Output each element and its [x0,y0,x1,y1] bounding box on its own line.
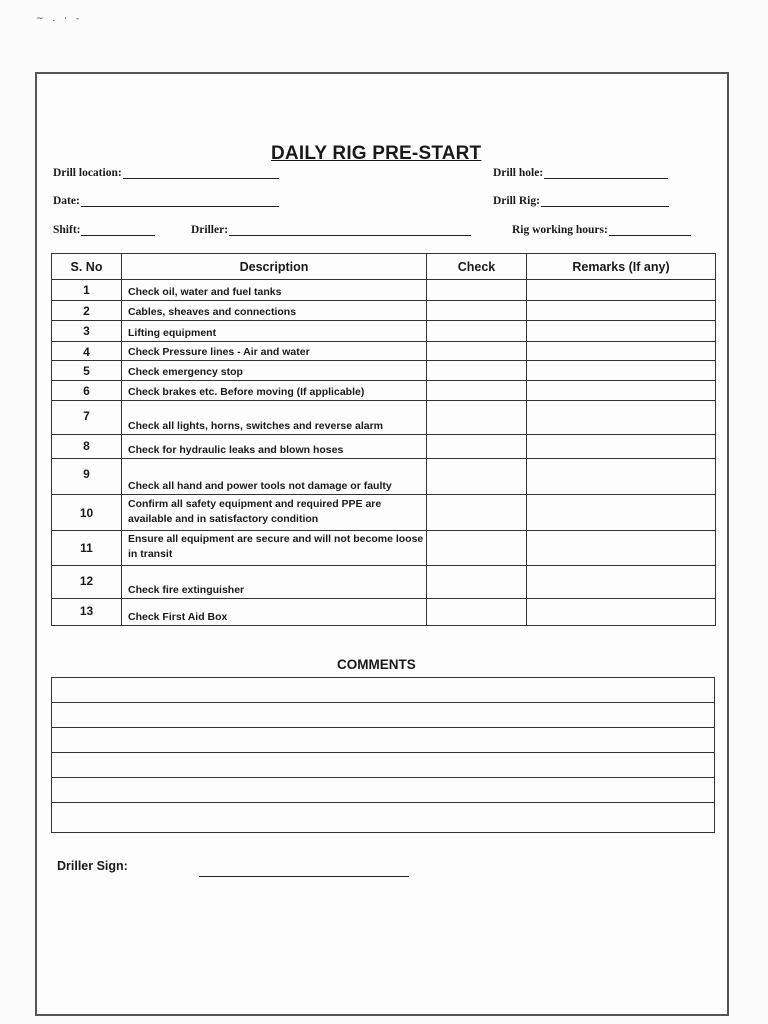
row-sno: 9 [52,459,122,495]
form-title: DAILY RIG PRE-START [271,143,482,164]
table-row [52,566,716,599]
row-remarks-cell[interactable] [527,435,716,459]
comment-line[interactable] [52,678,714,703]
row-sno: 7 [52,401,122,435]
table-row [52,495,716,531]
date-label: Date: [53,195,80,207]
row-sno: 1 [52,280,122,301]
row-description: Check for hydraulic leaks and blown hoses [122,435,427,459]
table-row [52,321,716,342]
driller-field[interactable] [191,224,471,236]
row-check-cell[interactable] [427,361,527,381]
row-description: Check all hand and power tools not damage or faulty [122,459,427,495]
row-check-cell[interactable] [427,381,527,401]
comment-line[interactable] [52,803,714,828]
drill-rig-line[interactable] [541,195,669,207]
row-remarks-cell[interactable] [527,301,716,321]
form-sheet [35,72,729,1016]
row-sno: 10 [52,495,122,531]
table-row [52,459,716,495]
comment-line[interactable] [52,703,714,728]
row-remarks-cell[interactable] [527,321,716,342]
comments-title: COMMENTS [337,657,416,672]
shift-line[interactable] [81,224,155,236]
row-sno: 4 [52,342,122,361]
row-check-cell[interactable] [427,342,527,361]
row-remarks-cell[interactable] [527,495,716,531]
table-row [52,531,716,566]
table-header-row [52,254,716,280]
row-remarks-cell[interactable] [527,599,716,626]
row-remarks-cell[interactable] [527,401,716,435]
comment-line[interactable] [52,778,714,803]
row-sno: 2 [52,301,122,321]
row-description: Confirm all safety equipment and required PPE are available and in satisfactory condition [122,495,427,531]
table-row [52,301,716,321]
row-remarks-cell[interactable] [527,361,716,381]
row-remarks-cell[interactable] [527,381,716,401]
row-description: Lifting equipment [122,321,427,342]
comments-box [51,677,715,833]
checklist-table [51,253,716,626]
row-description: Check oil, water and fuel tanks [122,280,427,301]
comment-line[interactable] [52,753,714,778]
table-row [52,435,716,459]
row-check-cell[interactable] [427,599,527,626]
drill-hole-line[interactable] [544,167,668,179]
row-description: Check fire extinguisher [122,566,427,599]
drill-rig-label: Drill Rig: [493,195,540,207]
row-remarks-cell[interactable] [527,531,716,566]
drill-hole-label: Drill hole: [493,167,544,179]
row-description: Cables, sheaves and connections [122,301,427,321]
rig-working-hours-label: Rig working hours: [512,224,608,236]
row-sno: 5 [52,361,122,381]
comment-line[interactable] [52,728,714,753]
table-row [52,401,716,435]
scan-speck-marks: ~ . · - [36,14,83,24]
row-check-cell[interactable] [427,280,527,301]
row-check-cell[interactable] [427,531,527,566]
driller-sign-line[interactable] [199,876,409,877]
rig-working-hours-line[interactable] [609,224,691,236]
header-remarks: Remarks (If any) [527,254,716,280]
row-description: Check all lights, horns, switches and reverse alarm [122,401,427,435]
table-row [52,280,716,301]
row-sno: 3 [52,321,122,342]
drill-rig-field[interactable] [493,195,669,207]
row-sno: 12 [52,566,122,599]
date-field[interactable] [53,195,279,207]
drill-location-line[interactable] [123,167,279,179]
row-sno: 6 [52,381,122,401]
row-sno: 11 [52,531,122,566]
drill-location-field[interactable] [53,167,279,179]
shift-label: Shift: [53,224,81,236]
row-remarks-cell[interactable] [527,459,716,495]
row-check-cell[interactable] [427,566,527,599]
header-check: Check [427,254,527,280]
table-row [52,599,716,626]
date-line[interactable] [81,195,279,207]
row-check-cell[interactable] [427,459,527,495]
header-sno: S. No [52,254,122,280]
row-check-cell[interactable] [427,321,527,342]
header-description: Description [122,254,427,280]
row-sno: 8 [52,435,122,459]
table-row [52,381,716,401]
row-remarks-cell[interactable] [527,342,716,361]
driller-label: Driller: [191,224,229,236]
row-description: Ensure all equipment are secure and will not become loose in transit [122,531,427,566]
rig-working-hours-field[interactable] [512,224,691,236]
row-check-cell[interactable] [427,301,527,321]
drill-location-label: Drill location: [53,167,122,179]
driller-sign-label: Driller Sign: [57,859,128,873]
drill-hole-field[interactable] [493,167,668,179]
row-check-cell[interactable] [427,495,527,531]
row-description: Check First Aid Box [122,599,427,626]
row-description: Check brakes etc. Before moving (If applicable) [122,381,427,401]
row-remarks-cell[interactable] [527,566,716,599]
table-row [52,342,716,361]
row-description: Check emergency stop [122,361,427,381]
row-check-cell[interactable] [427,435,527,459]
row-sno: 13 [52,599,122,626]
shift-field[interactable] [53,224,155,236]
driller-line[interactable] [229,224,471,236]
row-description: Check Pressure lines - Air and water [122,342,427,361]
table-row [52,361,716,381]
row-remarks-cell[interactable] [527,280,716,301]
row-check-cell[interactable] [427,401,527,435]
